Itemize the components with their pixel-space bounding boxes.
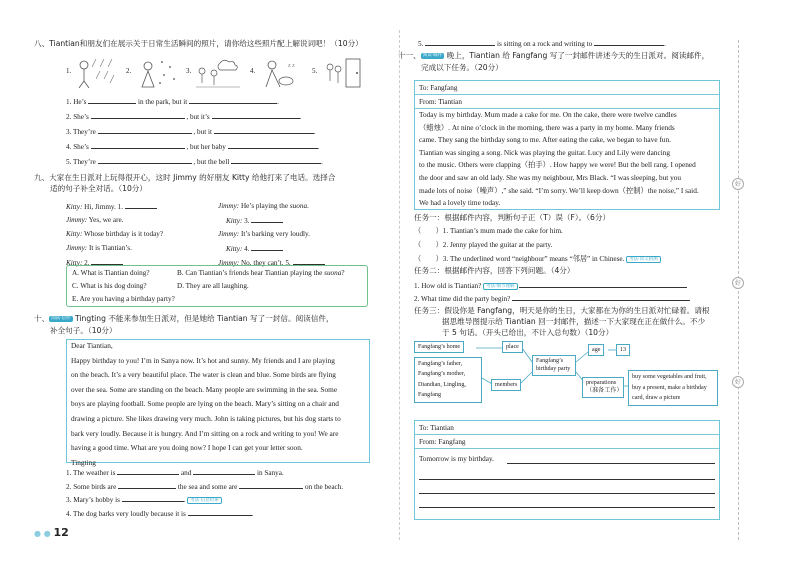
dialog-line: Kitty: 2.	[66, 257, 123, 268]
reading-tag: 阅读·信件	[51, 315, 71, 321]
q10-2: 2. Some birds are the sea and some are on the beach.	[66, 483, 344, 491]
answer-blank[interactable]	[231, 156, 321, 164]
option-c: C. What is his dog doing?	[72, 282, 147, 290]
tf-1[interactable]: （ ）1. Tiantian’s mum made the cake for him.	[414, 227, 563, 235]
answer-blank[interactable]	[88, 96, 136, 104]
dialog-line: Jimmy: No, they can’t. 5.	[218, 257, 325, 268]
photo-number: 1.	[66, 67, 72, 75]
photo-kids-cloudy	[194, 57, 244, 89]
mindmap-age-node: 13	[616, 344, 630, 356]
q10-4: 4. The dog barks very loudly because it is .	[66, 510, 254, 518]
mindmap-preparations-node: buy some vegetables and fruit, buy a present, make a birthday card, draw a picture	[628, 370, 718, 406]
reply-from: From: Fangfang	[419, 438, 466, 446]
answer-blank[interactable]	[212, 111, 300, 119]
task-3-title: 任务三：假设你是 Fangfang，明天是你的生日，大家都在为你的生日派对忙碌着。请根	[414, 306, 710, 315]
binding-line	[738, 40, 739, 540]
email-to: To: Fangfang	[419, 84, 458, 92]
answer-blank[interactable]	[91, 111, 185, 119]
binding-mark: 好	[732, 178, 744, 190]
svg-text:z z: z z	[288, 63, 295, 69]
section-9-title-cont: 适的句子补全对话。（10分）	[50, 184, 147, 193]
email-text: Today is my birthday. Mum made a cake for me. On the cake, there were twelve candles （蜡烛）. At nine o’clock in the morning, there was a party in my home. Many friends came. They sang the birthday song to me. After eating the cake, we began to have fun. Tiantian was singing a song. Nick was playing the guitar. Lucy and Lily were dancing to the music. Others were clapping（拍手）. How happy we were! But the bell rang. I opened the door and saw an old lady. She was my neighbour, Mrs Black. “I was sleeping, but you made lots of noise（噪声）,” she said. “I’m sorry. We’ll keep down（控制）the noise,” I said. We had a lovely time today.	[419, 110, 699, 208]
page-divider	[399, 30, 400, 540]
email-box	[414, 80, 720, 210]
photo-number: 3.	[186, 67, 192, 75]
email-from: From: Tiantian	[419, 98, 462, 106]
answer-blank[interactable]	[214, 126, 314, 134]
q10-5: 5. is sitting on a rock and writing to .	[418, 40, 666, 48]
dialog-line: Kitty: Whose birthday is it today?	[66, 230, 164, 238]
dialog-line: Kitty: 4.	[226, 243, 283, 254]
answer-blank[interactable]	[98, 156, 192, 164]
letter-box	[66, 339, 370, 467]
mindmap-members-node: Fangfang’s father, Fangfang’s mother, Diandian, Lingling, Fangfang	[414, 357, 482, 403]
skill-tag: 考法·信息检索	[187, 497, 221, 505]
mindmap-place-node: Fangfang’s home	[414, 341, 464, 353]
answer-blank[interactable]	[118, 481, 176, 489]
photo-door-bell	[320, 57, 364, 89]
section-9-title: 九、大家在生日派对上玩得很开心，这时 Jimmy 的好朋友 Kitty 给他打来了电话。选择合	[34, 173, 336, 182]
reply-to: To: Tiantian	[419, 424, 454, 432]
photo-number: 5.	[312, 67, 318, 75]
answer-blank[interactable]	[98, 126, 192, 134]
dialog-line: Jimmy: It’s barking very loudly.	[218, 230, 310, 238]
tf-2[interactable]: （ ）2. Jenny played the guitar at the party.	[414, 241, 553, 249]
tf-3[interactable]: （ ）3. The underlined word “neighbour” means “邻居” in Chinese. 考法·词义猜测	[414, 254, 661, 264]
task-1-title: 任务一：根据邮件内容，判断句子正（T）误（F）。（6分）	[414, 213, 611, 222]
option-b: B. Can Tiantian’s friends hear Tiantian playing the suona?	[177, 269, 345, 277]
qa-1: 1. How old is Tiantian? 考法·细节理解	[414, 280, 687, 291]
q10-1: 1. The weather is and in Sanya.	[66, 469, 284, 477]
answer-blank[interactable]	[293, 257, 325, 265]
letter-text: Dear Tiantian, Happy birthday to you! I’m in Sanya now. It’s hot and sunny. My friends and I are playing on the beach. It’s a very beautiful place. The water is clean and blue. Some birds are flying over the sea. Some are standing on the beach. Many people are swimming in the sea. Some boys are playing football. Some people are lying on the beach. Mary’s sitting on a chair and drawing a picture. She likes drawing very much. John is taking pictures, but his dog starts to bark very loudly. Because it is hungry. And I’m sitting on a rock and writing to you! We are having a good time. What are you doing now? I hope I can get your letter soon. Tingting	[71, 341, 341, 467]
answer-blank[interactable]	[125, 201, 157, 209]
task-2-title: 任务二：根据邮件内容，回答下列问题。（4分）	[414, 266, 575, 275]
writing-line[interactable]	[507, 463, 715, 464]
answer-blank[interactable]	[239, 481, 303, 489]
skill-tag: 考法·细节理解	[483, 283, 517, 291]
answer-blank[interactable]	[91, 141, 185, 149]
answer-blank[interactable]	[91, 257, 123, 265]
dialog-line: Jimmy: He’s playing the suona.	[218, 202, 309, 210]
q10-3: 3. Mary’s hobby is . 考法·信息检索	[66, 494, 222, 505]
writing-line[interactable]	[419, 507, 715, 508]
photo-number: 2.	[126, 67, 132, 75]
section-11-title-cont: 完成以下任务。（20分）	[421, 63, 503, 72]
q8-4: 4. She’s , but her baby .	[66, 143, 320, 151]
answer-blank[interactable]	[189, 96, 277, 104]
answer-blank[interactable]	[425, 38, 495, 46]
answer-blank[interactable]	[594, 38, 664, 46]
answer-blank[interactable]	[512, 293, 690, 301]
dialog-line: Kitty: Hi, Jimmy. 1.	[66, 201, 157, 212]
reading-tag: 阅读·邮件	[422, 52, 443, 58]
skill-tag: 考法·词义猜测	[626, 256, 660, 264]
answer-blank[interactable]	[519, 280, 687, 288]
section-11-title: 十一、 阅读·邮件 晚上，Tiantian 给 Fangfang 写了一封邮件讲述今天的生日派对。阅读邮件，	[398, 51, 710, 60]
section-8-title: 八、Tiantian和朋友们在展示关于日常生活瞬间的照片，请你给这些照片配上解说词吧！（10分）	[34, 39, 363, 48]
mindmap-label-preparations: preparations（准备工作）	[582, 377, 624, 398]
option-d: D. They are all laughing.	[177, 282, 249, 290]
photo-number: 4.	[250, 67, 256, 75]
answer-blank[interactable]	[188, 508, 252, 516]
q8-5: 5. They’re , but the bell .	[66, 158, 323, 166]
reply-start: Tomorrow is my birthday.	[419, 455, 494, 463]
answer-blank[interactable]	[117, 467, 179, 475]
photo-strip	[66, 57, 366, 89]
mindmap-label-place: place	[502, 341, 523, 353]
dialog-line: Jimmy: Yes, we are.	[66, 216, 124, 224]
binding-mark: 好	[732, 376, 744, 388]
photo-snowing	[134, 57, 178, 89]
writing-line[interactable]	[419, 479, 715, 480]
mindmap-center-node: Fangfang’s birthday party	[532, 355, 576, 376]
task-3-title-cont2: 于 5 句话。（开头已给出，不计入总句数）（10分）	[442, 328, 614, 337]
section-10-title-cont: 补全句子。（10分）	[50, 326, 117, 335]
answer-blank[interactable]	[251, 243, 283, 251]
photo-mother-baby	[258, 57, 302, 89]
qa-2: 2. What time did the party begin?	[414, 293, 690, 304]
dialog-line: Jimmy: It is Tiantian’s.	[66, 244, 132, 252]
answer-blank[interactable]	[193, 467, 255, 475]
q8-1: 1. He’s in the park, but it .	[66, 98, 279, 106]
dots-decoration: ● ●	[34, 529, 54, 538]
answer-blank[interactable]	[251, 215, 283, 223]
q8-3: 3. They’re , but it .	[66, 128, 316, 136]
page-number: ● ● 12	[34, 526, 69, 539]
binding-mark: 好	[732, 277, 744, 289]
answer-blank[interactable]	[122, 494, 184, 502]
options-box	[66, 265, 368, 307]
mindmap-label-age: age	[588, 344, 604, 356]
task-3-title-cont: 据思维导图提示给 Tiantian 回一封邮件，描述一下大家现在正在做什么。不少	[442, 317, 706, 326]
answer-blank[interactable]	[228, 141, 318, 149]
mindmap-label-members: members	[491, 379, 521, 391]
option-e: E. Are you having a birthday party?	[72, 295, 175, 303]
dialog-line: Kitty: 3.	[226, 215, 283, 226]
writing-line[interactable]	[419, 493, 715, 494]
option-a: A. What is Tiantian doing?	[72, 269, 150, 277]
section-10-title: 十、 阅读·信件 Tingting 不能来参加生日派对，但是她给 Tiantian 写了一封信。阅读信件，	[34, 314, 334, 323]
q8-2: 2. She’s , but it’s .	[66, 113, 302, 121]
photo-park-rain	[74, 57, 118, 89]
reply-email-box	[414, 420, 720, 520]
